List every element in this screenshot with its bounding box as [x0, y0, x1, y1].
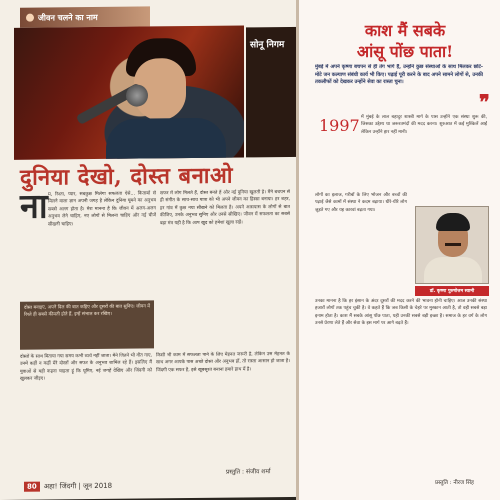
article-headline: दुनिया देखो, दोस्त बनाओ — [20, 162, 234, 191]
singer-photo — [14, 25, 244, 159]
byline-right: प्रस्तुति : नीरज सिंह — [435, 480, 474, 486]
folio-text: अहा! जिंदगी | जून 2018 — [43, 481, 113, 491]
quote-mark-icon: ❞ — [479, 90, 490, 114]
page-number: 80 — [24, 482, 40, 492]
article-column-d: किसी भी काम में सफलता पाने के लिए मेहनत जरूरी है, लेकिन उस मेहनत के साथ अगर आपके पास अच्छे दोस्त और अनुभव हों, तो रास्ता आसान हो जाता है। जिंदगी एक सफर है, इसे खूबसूरत बनाना हमारे हाथ में है। — [156, 351, 290, 374]
headline-line-1: काश मैं सबके — [364, 21, 446, 40]
year-dropcap: 1997 — [319, 116, 360, 135]
section-tag — [20, 6, 150, 27]
article-column-c: दोस्तों के साथ बिताया गया समय कभी व्यर्थ नहीं जाता। मैंने जितने भी गीत गाए, उनमें कहीं न कहीं मेरे दोस्तों और सफर के अनुभव शामिल रहे हैं। इसलिए मैं युवाओं से यही कहना चाहता हूं कि घूमिए, नई जगहें देखिए और जिंदगी को खुलकर जीइए। — [20, 353, 152, 383]
page-folio — [24, 481, 112, 492]
person-name: सोनू निगम — [250, 40, 285, 51]
drop-cap: ना — [20, 186, 48, 227]
headline-line-2: आंसू पोंछ पाता! — [356, 42, 454, 61]
article-headline-right — [319, 20, 491, 62]
article-column-3: उनका मानना है कि हर इंसान के अंदर दूसरों की मदद करने की भावना होनी चाहिए। आज उनकी संस्था हजारों लोगों तक पहुंच चुकी है। वे कहते हैं कि जब किसी के चेहरे पर मुस्कान आती है, तो वही सबसे बड़ा इनाम होता है। काश मैं सबके आंसू पोंछ पाता, यही उनकी सबसे बड़ी इच्छा है। समाज के हर वर्ग के लोग उनसे प्रेरणा लेते हैं और सेवा के इस मार्ग पर आगे बढ़ते हैं। — [315, 299, 487, 327]
article-column-2: लोगों का इलाज, गरीबों के लिए भोजन और बच्चों की पढ़ाई जैसे कामों में संस्था ने कदम बढ़ाया। धीरे-धीरे लोग जुड़ते गए और यह कारवां बढ़ता गया। — [315, 193, 407, 213]
pull-quote: दोस्त बनाइए, अपने दिल की बात कहिए और दूसरों की बात सुनिए। जीवन में रिश्ते ही सबसे कीमती होते हैं, इन्हें संभाल कर रखिए। — [20, 300, 154, 349]
article-column-b: सफर में लोग मिलते हैं, दोस्त बनते हैं और नई दुनिया खुलती है। मैंने बचपन से ही संगीत के साथ-साथ यात्रा को भी अपने जीवन का हिस्सा बनाया। हर शहर, हर गांव में कुछ नया सीखने को मिलता है। अपने आसपास के लोगों से बात कीजिए, उनके अनुभव सुनिए और उनसे सीखिए। जीवन में सफलता का सबसे बड़ा मंत्र यही है कि आप खुद को हमेशा खुला रखें। — [160, 189, 290, 226]
byline: प्रस्तुति : संजीव शर्मा — [226, 468, 271, 476]
portrait-photo — [415, 206, 489, 284]
article-column-a: म, रिश्ता, प्यार, सबकुछ मिलेगा सफलता ऐसे... किताबों से मिलने वाला ज्ञान अपनी जगह है लेकिन दुनिया घूमने का अनुभव सबसे अलग होता है। मेरा मानना है कि जीवन में अलग-अलग अनुभव लेने चाहिए, नए लोगों से मिलना चाहिए और नई चीजें सीखनी चाहिए। — [48, 191, 156, 228]
article-column-1: में मुंबई के लाल बहादुर शास्त्री मार्ग के पास उन्होंने एक संस्था शुरू की, जिसका उद्देश्य था जरूरतमंदों की मदद करना। शुरुआत में कई मुश्किलें आईं लेकिन उन्होंने हार नहीं मानी। — [361, 115, 487, 135]
right-magazine-page — [296, 0, 500, 500]
section-tag-label: जीवन चलने का नाम — [38, 12, 98, 23]
intro-paragraph: मुंबई में अपने कृष्णा बचपन से ही तंग भागे हैं, उन्होंने कुछ संस्थाओं के साथ मिलकर छोटे-मोटे जन कल्याण संबंधी कार्य भी किए। पढ़ाई पूरी करने के बाद अपने सामने लोगों से, उनकी तकलीफों को देखकर उन्होंने सेवा का रास्ता चुना। — [315, 64, 483, 86]
bullet-icon — [26, 14, 34, 22]
portrait-caption: डॉ. कृष्णा पुरुषोत्तम स्वामी — [415, 286, 489, 296]
